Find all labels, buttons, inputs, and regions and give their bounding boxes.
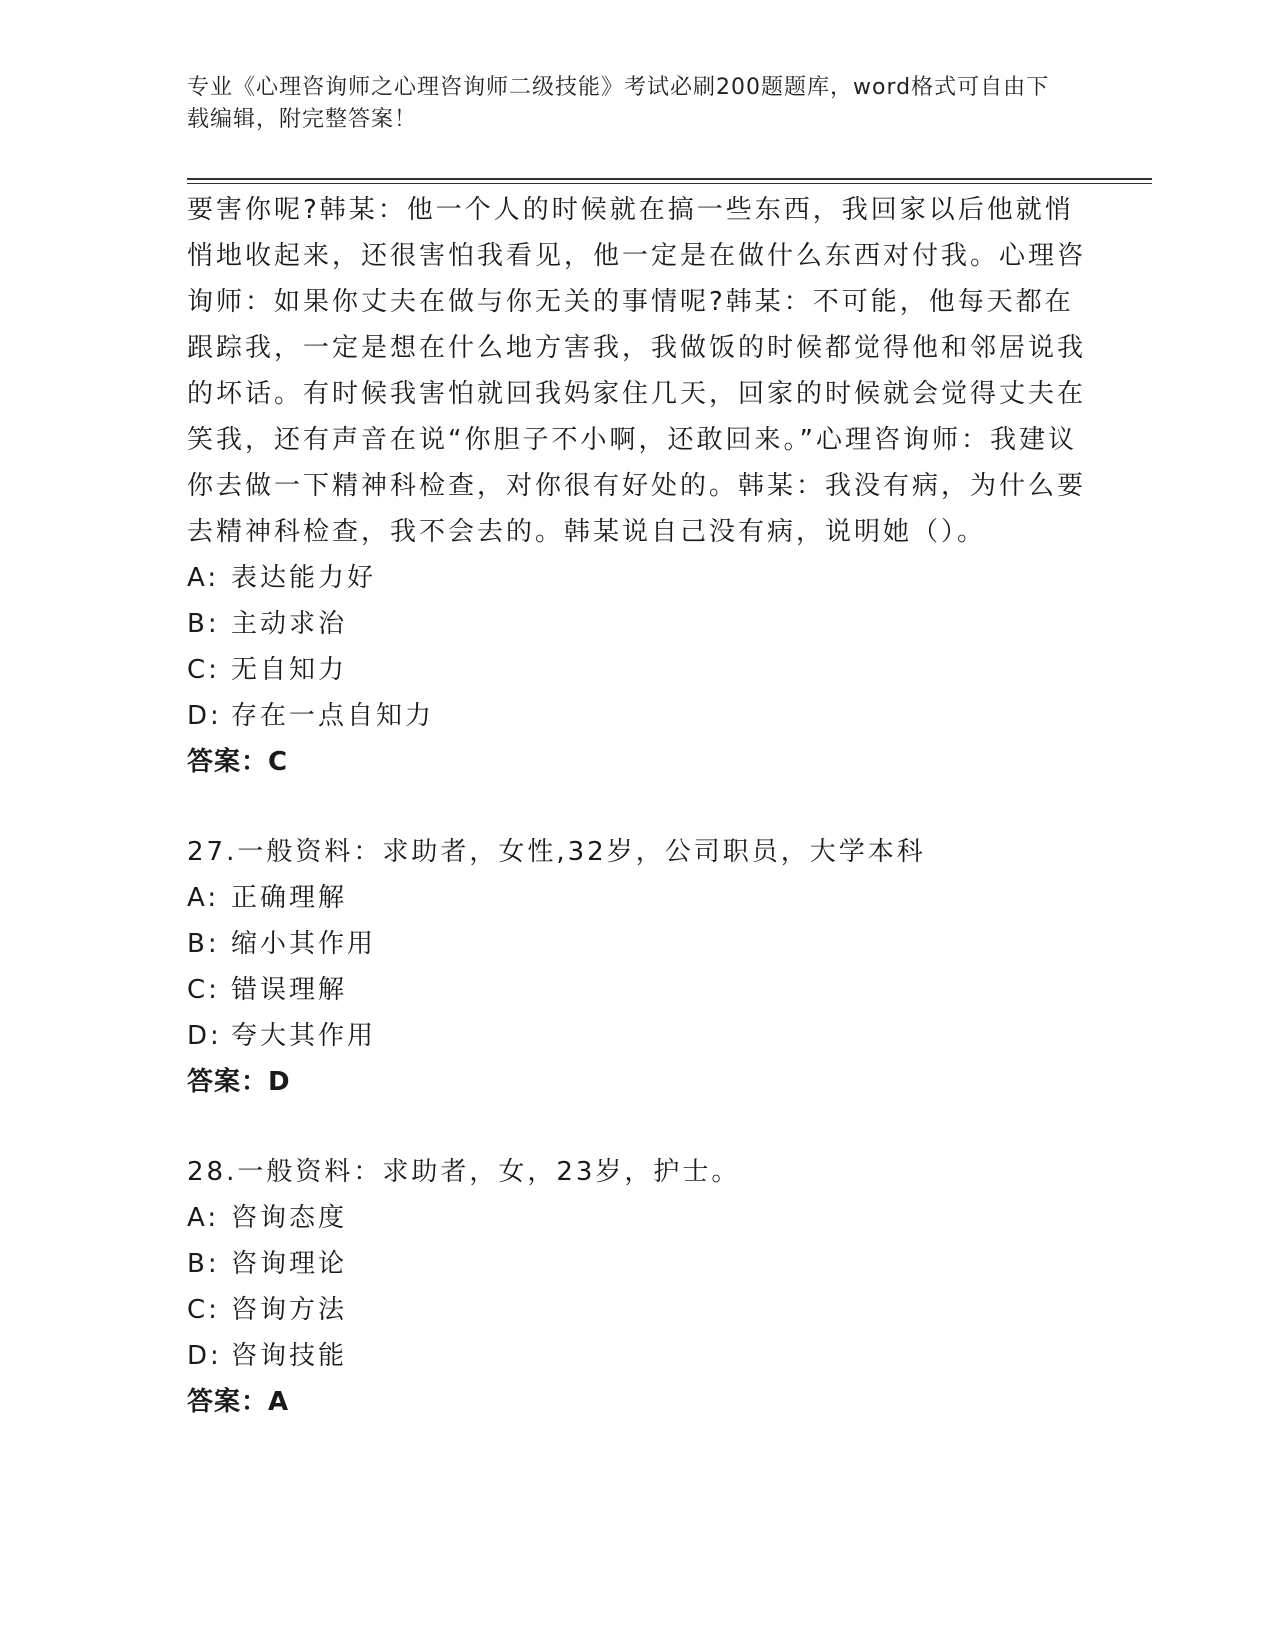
option-text: 主动求治: [231, 609, 348, 639]
option-text: 正确理解: [231, 883, 348, 913]
document-title: 专业《心理咨询师之心理咨询师二级技能》考试必刷200题题库，word格式可自由下载编辑，附完整答案！: [187, 75, 1050, 132]
option-b: [187, 921, 1087, 967]
option-c: [187, 967, 1087, 1013]
option-text: 咨询理论: [231, 1249, 348, 1279]
option-letter: D:: [187, 1021, 222, 1051]
option-letter: B:: [187, 1249, 220, 1279]
option-letter: A:: [187, 883, 220, 913]
option-c: [187, 1287, 1087, 1333]
option-b: [187, 601, 1087, 647]
answer-line: 答案：A: [187, 1387, 290, 1417]
answer-line: 答案：D: [187, 1067, 291, 1097]
option-d: [187, 1333, 1087, 1379]
option-letter: A:: [187, 1203, 220, 1233]
option-text: 咨询态度: [231, 1203, 348, 1233]
option-text: 存在一点自知力: [231, 701, 435, 731]
option-letter: D:: [187, 701, 222, 731]
question-stem: 27.一般资料：求助者，女性,32岁，公司职员，大学本科: [187, 837, 926, 867]
option-letter: D:: [187, 1341, 222, 1371]
option-letter: C:: [187, 975, 220, 1005]
option-a: [187, 555, 1087, 601]
header-divider: [187, 178, 1152, 180]
option-d: [187, 693, 1087, 739]
option-text: 缩小其作用: [231, 929, 377, 959]
question-block-26: [187, 187, 1087, 785]
header-divider-thin: [187, 183, 1152, 184]
option-d: [187, 1013, 1087, 1059]
question-passage: 要害你呢?韩某：他一个人的时候就在搞一些东西，我回家以后他就悄悄地收起来，还很害怕我看见，他一定是在做什么东西对付我。心理咨询师：如果你丈夫在做与你无关的事情呢?韩某：不可能，他每天都在跟踪我，一定是想在什么地方害我，我做饭的时候都觉得他和邻居说我的坏话。有时候我害怕就回我妈家住几天，回家的时候就会觉得丈夫在笑我，还有声音在说“你胆子不小啊，还敢回来。”心理咨询师：我建议你去做一下精神科检查，对你很有好处的。韩某：我没有病，为什么要去精神科检查，我不会去的。韩某说自己没有病，说明她（）。: [187, 195, 1087, 547]
option-letter: C:: [187, 655, 220, 685]
option-a: [187, 1195, 1087, 1241]
option-text: 咨询方法: [231, 1295, 348, 1325]
option-text: 咨询技能: [231, 1341, 348, 1371]
option-text: 无自知力: [231, 655, 348, 685]
answer-line: 答案：C: [187, 747, 289, 777]
option-c: [187, 647, 1087, 693]
option-letter: A:: [187, 563, 220, 593]
option-text: 表达能力好: [231, 563, 377, 593]
option-text: 错误理解: [231, 975, 348, 1005]
question-stem: 28.一般资料：求助者，女，23岁，护士。: [187, 1157, 741, 1187]
question-block-27: [187, 829, 1087, 1105]
option-b: [187, 1241, 1087, 1287]
document-body: [187, 187, 1087, 1425]
option-letter: B:: [187, 609, 220, 639]
option-a: [187, 875, 1087, 921]
page-header: [187, 72, 1067, 136]
question-block-28: [187, 1149, 1087, 1425]
option-letter: C:: [187, 1295, 220, 1325]
option-letter: B:: [187, 929, 220, 959]
option-text: 夸大其作用: [231, 1021, 377, 1051]
